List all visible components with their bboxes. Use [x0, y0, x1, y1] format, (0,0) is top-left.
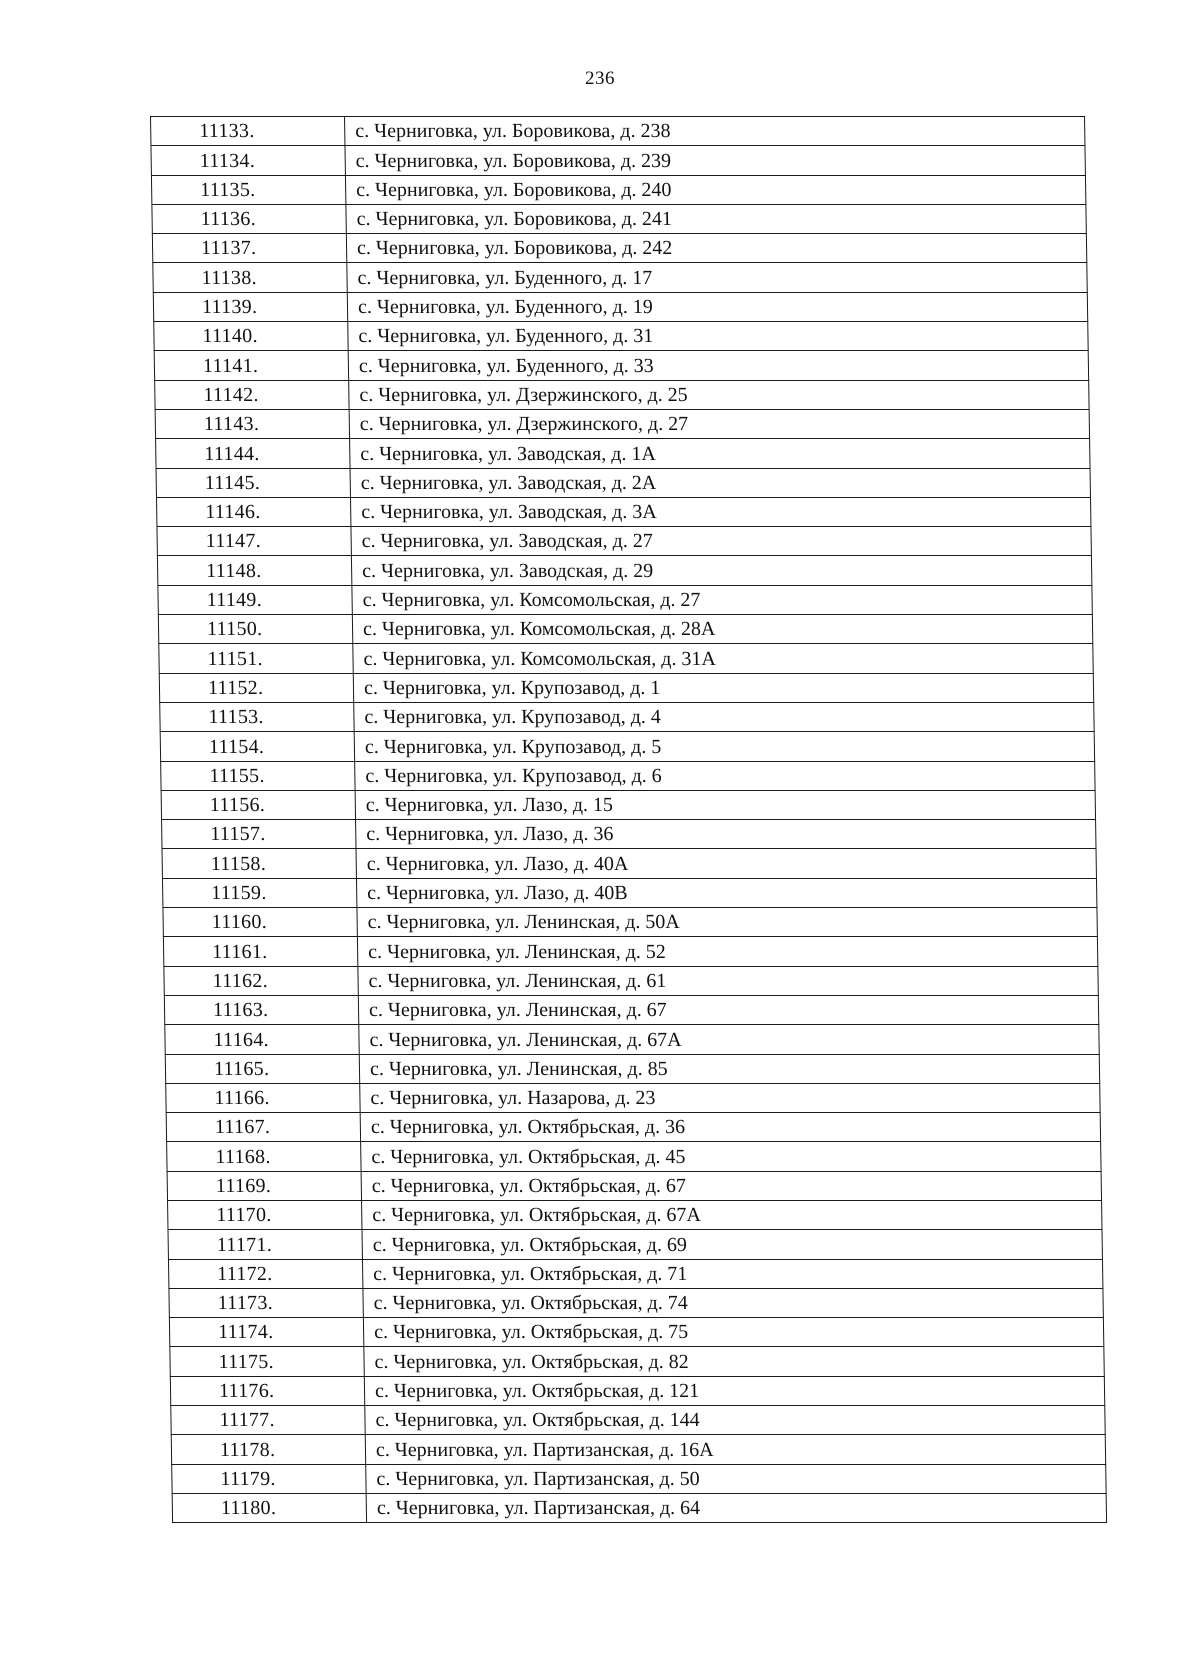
page-number: 236 — [585, 68, 615, 89]
row-address: с. Черниговка, ул. Боровикова, д. 239 — [345, 146, 1085, 175]
address-table-body — [151, 117, 1107, 1523]
row-number: 11174. — [169, 1318, 363, 1347]
row-number: 11175. — [170, 1347, 364, 1376]
row-number: 11173. — [169, 1288, 363, 1317]
row-number: 11160. — [163, 908, 357, 937]
row-number: 11178. — [171, 1435, 365, 1464]
row-address: с. Черниговка, ул. Октябрьская, д. 69 — [362, 1230, 1102, 1259]
table-row — [159, 644, 1093, 673]
table-row — [155, 380, 1089, 409]
row-address: с. Черниговка, ул. Крупозавод, д. 1 — [353, 673, 1093, 702]
row-address: с. Черниговка, ул. Боровикова, д. 242 — [346, 234, 1086, 263]
table-row — [172, 1493, 1106, 1522]
row-address: с. Черниговка, ул. Ленинская, д. 67 — [358, 995, 1098, 1024]
row-address: с. Черниговка, ул. Боровикова, д. 238 — [345, 117, 1085, 146]
row-number: 11148. — [157, 556, 351, 585]
row-number: 11135. — [151, 175, 345, 204]
row-number: 11168. — [167, 1142, 361, 1171]
row-number: 11167. — [166, 1113, 360, 1142]
table-row — [157, 527, 1091, 556]
row-address: с. Черниговка, ул. Октябрьская, д. 71 — [362, 1259, 1102, 1288]
row-address: с. Черниговка, ул. Назарова, д. 23 — [360, 1083, 1100, 1112]
row-number: 11161. — [163, 937, 357, 966]
table-row — [153, 263, 1087, 292]
row-number: 11133. — [151, 117, 345, 146]
row-address: с. Черниговка, ул. Партизанская, д. 16А — [365, 1435, 1105, 1464]
table-row — [165, 1025, 1099, 1054]
table-row — [163, 908, 1097, 937]
row-address: с. Черниговка, ул. Заводская, д. 27 — [351, 527, 1091, 556]
row-address: с. Черниговка, ул. Октябрьская, д. 45 — [361, 1142, 1101, 1171]
row-number: 11154. — [160, 732, 354, 761]
row-address: с. Черниговка, ул. Заводская, д. 2А — [350, 468, 1090, 497]
row-number: 11136. — [152, 204, 346, 233]
row-address: с. Черниговка, ул. Буденного, д. 33 — [348, 351, 1088, 380]
row-address: с. Черниговка, ул. Лазо, д. 36 — [356, 820, 1096, 849]
row-number: 11177. — [171, 1406, 365, 1435]
row-address: с. Черниговка, ул. Октябрьская, д. 144 — [365, 1406, 1105, 1435]
row-number: 11162. — [164, 966, 358, 995]
table-row — [160, 702, 1094, 731]
row-address: с. Черниговка, ул. Октябрьская, д. 36 — [360, 1113, 1100, 1142]
table-row — [166, 1083, 1100, 1112]
table-row — [153, 292, 1087, 321]
table-row — [164, 995, 1098, 1024]
row-number: 11158. — [162, 849, 356, 878]
row-address: с. Черниговка, ул. Крупозавод, д. 4 — [354, 702, 1094, 731]
table-row — [155, 409, 1089, 438]
row-number: 11156. — [161, 790, 355, 819]
row-address: с. Черниговка, ул. Партизанская, д. 64 — [366, 1493, 1106, 1522]
table-row — [152, 234, 1086, 263]
table-row — [156, 468, 1090, 497]
row-address: с. Черниговка, ул. Октябрьская, д. 121 — [364, 1376, 1104, 1405]
table-row — [168, 1259, 1102, 1288]
row-address: с. Черниговка, ул. Комсомольская, д. 31А — [353, 644, 1093, 673]
row-address: с. Черниговка, ул. Заводская, д. 29 — [351, 556, 1091, 585]
table-row — [156, 439, 1090, 468]
row-number: 11151. — [159, 644, 353, 673]
row-address: с. Черниговка, ул. Комсомольская, д. 28А — [352, 615, 1092, 644]
row-address: с. Черниговка, ул. Партизанская, д. 50 — [366, 1464, 1106, 1493]
row-address: с. Черниговка, ул. Ленинская, д. 85 — [359, 1054, 1099, 1083]
table-row — [156, 497, 1090, 526]
table-row — [167, 1142, 1101, 1171]
row-address: с. Черниговка, ул. Буденного, д. 19 — [347, 292, 1087, 321]
row-number: 11147. — [157, 527, 351, 556]
row-address: с. Черниговка, ул. Ленинская, д. 50А — [357, 908, 1097, 937]
row-number: 11141. — [154, 351, 348, 380]
row-number: 11170. — [168, 1200, 362, 1229]
row-number: 11137. — [152, 234, 346, 263]
row-number: 11145. — [156, 468, 350, 497]
row-number: 11150. — [158, 615, 352, 644]
row-number: 11134. — [151, 146, 345, 175]
row-address: с. Черниговка, ул. Буденного, д. 17 — [347, 263, 1087, 292]
row-address: с. Черниговка, ул. Октябрьская, д. 82 — [364, 1347, 1104, 1376]
table-row — [170, 1347, 1104, 1376]
table-row — [171, 1406, 1105, 1435]
row-number: 11159. — [162, 878, 356, 907]
address-table — [150, 116, 1107, 1523]
row-address: с. Черниговка, ул. Комсомольская, д. 27 — [352, 585, 1092, 614]
table-row — [169, 1288, 1103, 1317]
row-number: 11140. — [154, 322, 348, 351]
table-row — [171, 1435, 1105, 1464]
row-number: 11146. — [156, 497, 350, 526]
row-address: с. Черниговка, ул. Лазо, д. 40В — [356, 878, 1096, 907]
row-address: с. Черниговка, ул. Лазо, д. 40А — [356, 849, 1096, 878]
table-row — [154, 351, 1088, 380]
row-number: 11139. — [153, 292, 347, 321]
row-address: с. Черниговка, ул. Дзержинского, д. 27 — [349, 409, 1089, 438]
row-number: 11144. — [156, 439, 350, 468]
table-row — [162, 820, 1096, 849]
row-number: 11179. — [172, 1464, 366, 1493]
table-row — [154, 322, 1088, 351]
table-row — [152, 204, 1086, 233]
row-number: 11155. — [161, 761, 355, 790]
row-address: с. Черниговка, ул. Заводская, д. 3А — [350, 497, 1090, 526]
row-number: 11142. — [155, 380, 349, 409]
row-number: 11153. — [160, 702, 354, 731]
table-row — [157, 556, 1091, 585]
table-row — [151, 117, 1085, 146]
table-row — [164, 966, 1098, 995]
row-number: 11166. — [166, 1083, 360, 1112]
row-number: 11163. — [164, 995, 358, 1024]
table-row — [151, 146, 1085, 175]
table-row — [167, 1171, 1101, 1200]
row-number: 11152. — [159, 673, 353, 702]
row-number: 11180. — [172, 1493, 366, 1522]
table-row — [162, 878, 1096, 907]
row-number: 11171. — [168, 1230, 362, 1259]
row-number: 11165. — [165, 1054, 359, 1083]
row-number: 11169. — [167, 1171, 361, 1200]
row-number: 11164. — [165, 1025, 359, 1054]
table-row — [168, 1230, 1102, 1259]
table-row — [158, 615, 1092, 644]
row-address: с. Черниговка, ул. Октябрьская, д. 67 — [361, 1171, 1101, 1200]
row-address: с. Черниговка, ул. Боровикова, д. 240 — [345, 175, 1085, 204]
row-address: с. Черниговка, ул. Лазо, д. 15 — [355, 790, 1095, 819]
table-row — [166, 1113, 1100, 1142]
row-number: 11176. — [170, 1376, 364, 1405]
row-address: с. Черниговка, ул. Крупозавод, д. 5 — [354, 732, 1094, 761]
table-row — [151, 175, 1085, 204]
table-row — [159, 673, 1093, 702]
row-address: с. Черниговка, ул. Дзержинского, д. 25 — [349, 380, 1089, 409]
table-row — [172, 1464, 1106, 1493]
table-row — [161, 790, 1095, 819]
table-row — [160, 732, 1094, 761]
table-row — [169, 1318, 1103, 1347]
table-row — [168, 1200, 1102, 1229]
row-number: 11143. — [155, 409, 349, 438]
row-address: с. Черниговка, ул. Заводская, д. 1А — [350, 439, 1090, 468]
row-address: с. Черниговка, ул. Ленинская, д. 52 — [357, 937, 1097, 966]
table-row — [170, 1376, 1104, 1405]
row-address: с. Черниговка, ул. Буденного, д. 31 — [348, 322, 1088, 351]
row-address: с. Черниговка, ул. Боровикова, д. 241 — [346, 204, 1086, 233]
table-row — [165, 1054, 1099, 1083]
table-row — [163, 937, 1097, 966]
row-address: с. Черниговка, ул. Октябрьская, д. 74 — [363, 1288, 1103, 1317]
row-number: 11157. — [162, 820, 356, 849]
row-address: с. Черниговка, ул. Октябрьская, д. 75 — [363, 1318, 1103, 1347]
row-address: с. Черниговка, ул. Ленинская, д. 61 — [358, 966, 1098, 995]
row-number: 11149. — [158, 585, 352, 614]
row-address: с. Черниговка, ул. Октябрьская, д. 67А — [362, 1200, 1102, 1229]
table-row — [158, 585, 1092, 614]
row-number: 11138. — [153, 263, 347, 292]
row-address: с. Черниговка, ул. Ленинская, д. 67А — [359, 1025, 1099, 1054]
table-row — [162, 849, 1096, 878]
row-address: с. Черниговка, ул. Крупозавод, д. 6 — [355, 761, 1095, 790]
table-row — [161, 761, 1095, 790]
row-number: 11172. — [168, 1259, 362, 1288]
